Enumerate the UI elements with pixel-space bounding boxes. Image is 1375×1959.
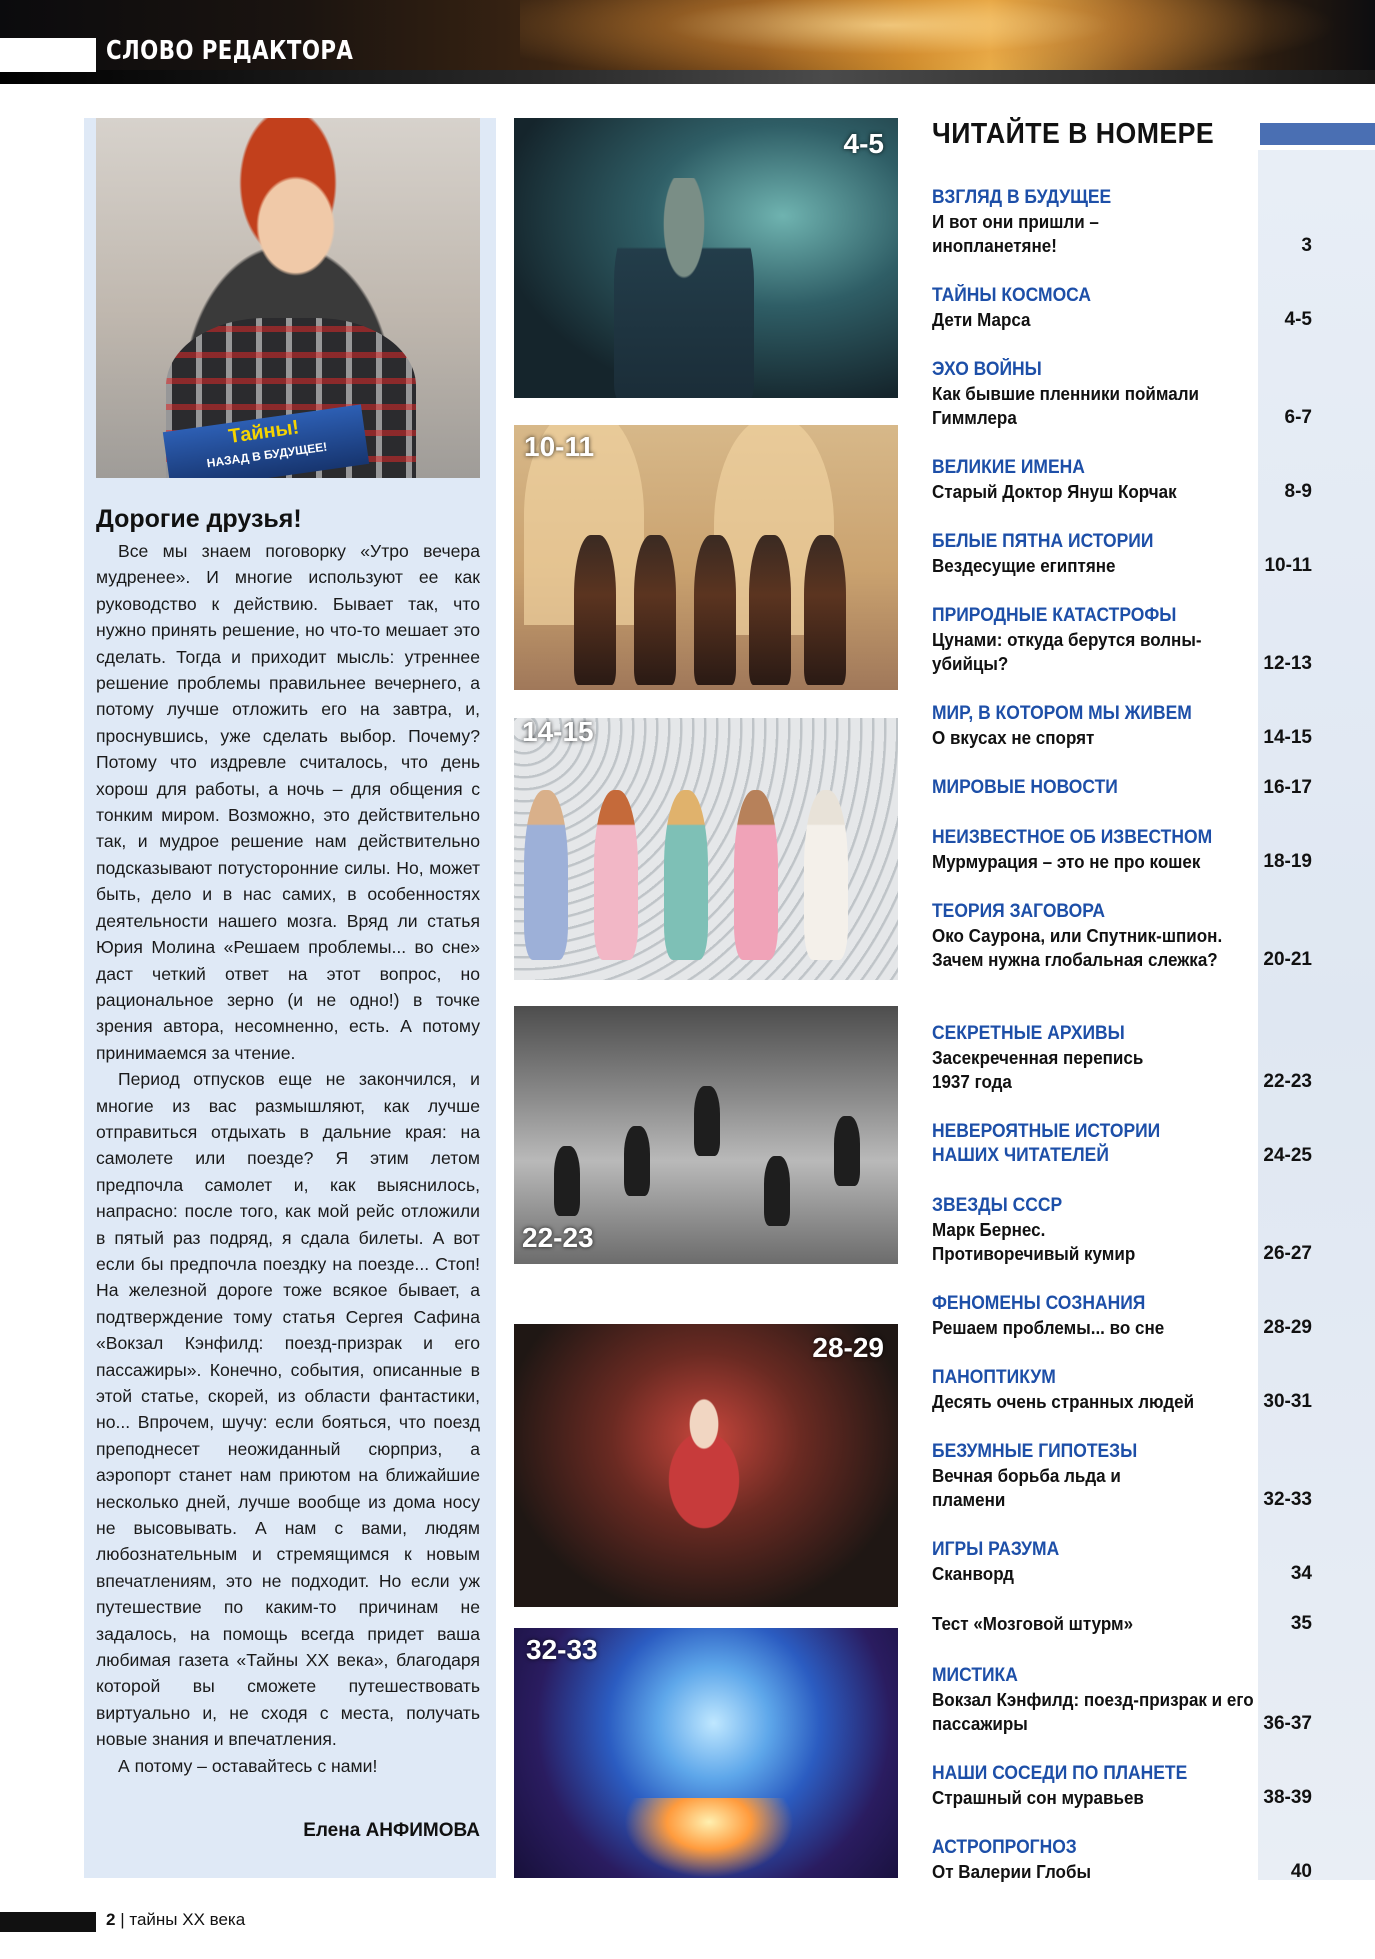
toc-page: 28-29 — [1263, 1317, 1312, 1338]
toc-entry[interactable] — [932, 1440, 1312, 1512]
header-banner — [0, 0, 1375, 84]
toc-page: 32-33 — [1263, 1489, 1312, 1510]
toc-page: 20-21 — [1263, 949, 1312, 970]
toc-page: 38-39 — [1263, 1787, 1312, 1808]
toc-section: БЕЗУМНЫЕ ГИПОТЕЗЫ — [932, 1441, 1138, 1462]
toc-article: Десять очень странных людей — [932, 1391, 1195, 1412]
toc-entry[interactable] — [932, 456, 1312, 504]
toc-entry[interactable] — [932, 1194, 1312, 1266]
toc-title: ЧИТАЙТЕ В НОМЕРЕ — [932, 118, 1215, 150]
dancer-shape — [624, 1126, 650, 1196]
toc-entry[interactable] — [932, 1120, 1312, 1168]
footer-bar — [0, 1912, 96, 1932]
toc-article: Как бывшие пленники поймали Гиммлера — [932, 383, 1199, 428]
toc-article: Вокзал Кэнфилд: поезд-призрак и его пассажиры — [932, 1689, 1254, 1734]
editorial-paragraph: А потому – оставайтесь с нами! — [118, 1755, 378, 1776]
dancer-shape — [694, 1086, 720, 1156]
toc-entry[interactable] — [932, 530, 1312, 578]
toc-page: 36-37 — [1263, 1713, 1312, 1734]
editorial-paragraph: Все мы знаем поговорку «Утро вечера мудренее». И многие используют ее как руководство к действию. Бывает так, что нужно принять решение, но что-то мешает это сделать. Тогда и приходит мысль: утреннее решение проблемы правильнее вечернего, а потому лучше отложить его на завтра, и, проснувшись, уже сделать выбор. Почему? Потому что издревле считалось, что день хорош для работы, а ночь – для общения с тонким миром. Возможно, это действительно так, и мудрое решение нам действительно подсказывают потусторонние силы. Но, может быть, дело и в нас самих, в особенностях деятельности нашего мозга. Вряд ли статья Юрия Молина «Решаем проблемы... во сне» даст четкий ответ на этот вопрос, но рациональное зерно (и не одно!) в точке зрения автора, несомненно, есть. А потому принимаемся за чтение. — [96, 541, 480, 1063]
toc-entry[interactable] — [932, 604, 1312, 676]
magazine-subtitle: НАЗАД В БУДУЩЕЕ! — [205, 439, 329, 471]
toc-entry[interactable] — [932, 702, 1312, 750]
toc-section: ТАЙНЫ КОСМОСА — [932, 285, 1091, 306]
image-cosmic-explosion[interactable] — [514, 1628, 898, 1878]
footer-separator: | — [120, 1910, 125, 1929]
toc-page: 30-31 — [1263, 1391, 1312, 1412]
doll-shape — [734, 790, 778, 960]
image-dolls[interactable] — [514, 718, 898, 980]
toc-section: МИСТИКА — [932, 1665, 1018, 1686]
toc-article: И вот они пришли – инопланетяне! — [932, 211, 1099, 256]
image-page-label: 32-33 — [526, 1634, 598, 1665]
toc-section: ФЕНОМЕНЫ СОЗНАНИЯ — [932, 1293, 1146, 1314]
publication-name: тайны XX века — [129, 1910, 246, 1929]
toc-page: 34 — [1290, 1563, 1312, 1584]
toc-section: ВЕЛИКИЕ ИМЕНА — [932, 457, 1085, 478]
toc-page: 26-27 — [1263, 1243, 1312, 1264]
toc-entry[interactable] — [932, 1366, 1312, 1414]
doll-shape — [804, 790, 848, 960]
toc-section: МИР, В КОТОРОМ МЫ ЖИВЕМ — [932, 703, 1192, 724]
toc-article: Сканворд — [932, 1563, 1014, 1584]
angel-figure — [634, 1384, 774, 1544]
toc-article: Тест «Мозговой штурм» — [932, 1613, 1134, 1634]
explosion-burst — [624, 1798, 794, 1878]
editor-signature: Елена АНФИМОВА — [303, 1820, 480, 1841]
toc-entry[interactable] — [932, 358, 1312, 430]
figure-shape — [574, 535, 616, 685]
toc-entry[interactable] — [932, 1022, 1312, 1094]
dancer-shape — [764, 1156, 790, 1226]
toc-section: ЭХО ВОЙНЫ — [932, 359, 1042, 380]
image-egyptians[interactable] — [514, 425, 898, 690]
toc-page: 35 — [1290, 1613, 1312, 1634]
figure-shape — [634, 535, 676, 685]
toc-section: СЕКРЕТНЫЕ АРХИВЫ — [932, 1023, 1125, 1044]
toc-section: ПАНОПТИКУМ — [932, 1367, 1056, 1388]
image-page-label: 14-15 — [522, 718, 594, 747]
toc-section: НЕИЗВЕСТНОЕ ОБ ИЗВЕСТНОМ — [932, 827, 1213, 848]
toc-entry[interactable] — [932, 900, 1312, 972]
image-page-label: 22-23 — [522, 1222, 594, 1253]
toc-article: Марк Бернес. Противоречивый кумир — [932, 1219, 1136, 1264]
toc-entry[interactable] — [932, 776, 1312, 800]
image-alien[interactable] — [514, 118, 898, 398]
toc-article: О вкусах не спорят — [932, 727, 1095, 748]
magazine-title: Тайны! — [227, 416, 301, 448]
toc-article: От Валерии Глобы — [932, 1861, 1092, 1882]
toc-section: ПРИРОДНЫЕ КАТАСТРОФЫ — [932, 605, 1177, 626]
page-number: 2 — [106, 1910, 116, 1929]
toc-page: 3 — [1301, 235, 1312, 256]
toc-article: Решаем проблемы... во сне — [932, 1317, 1165, 1338]
toc-article: Старый Доктор Януш Корчак — [932, 481, 1177, 502]
image-dancers[interactable] — [514, 1006, 898, 1264]
toc-section: БЕЛЫЕ ПЯТНА ИСТОРИИ — [932, 531, 1154, 552]
figure-shape — [804, 535, 846, 685]
toc-entry[interactable] — [932, 1292, 1312, 1340]
toc-page: 40 — [1290, 1861, 1312, 1882]
editorial-text — [96, 538, 480, 1779]
toc-page: 24-25 — [1263, 1145, 1312, 1166]
toc-entry[interactable] — [932, 1836, 1312, 1884]
toc-article: Вездесущие египтяне — [932, 555, 1116, 576]
toc-article: Дети Марса — [932, 309, 1031, 330]
toc-page: 6-7 — [1284, 407, 1312, 428]
toc-entry[interactable] — [932, 1538, 1312, 1586]
toc-article: Вечная борьба льда и пламени — [932, 1465, 1121, 1510]
doll-shape — [524, 790, 568, 960]
toc-section: ЗВЕЗДЫ СССР — [932, 1195, 1063, 1216]
doll-shape — [664, 790, 708, 960]
toc-entry[interactable] — [932, 284, 1312, 332]
toc-page: 18-19 — [1263, 851, 1312, 872]
editorial-paragraph: Период отпусков еще не закончился, и многие из вас размышляют, как лучше отправиться отдыхать в дальние края: на самолете или поезде? Я этим летом предпочла самолет и, как выяснилось, напрасно: после того, как мой рейс отложили в пятый раз подряд, я сдала билеты. А вот если бы предпочла поездку на поезде... Стоп! На железной дороге тоже всякое бывает, а подтверждение тому статья Сергея Сафина «Вокзал Кэнфилд: поезд-призрак и его пассажиры». Конечно, события, описанные в этой статье, скорей, из области фантастики, но... Впрочем, шучу: если бояться, что поезд преподнесет неожиданный сюрприз, а аэропорт станет нам приютом на ближайшие несколько дней, лучше вообще из дома носу не высовывать. А нам с вами, людям любознательным и стремящимся к новым впечатлениям, это не подходит. Но если уж путешествие по каким-то причинам не задалось, на помощь всегда придет ваша любимая газета «Тайны XX века», благодаря которой вы сможете путешествовать виртуально и, не сходя с места, получать новые знания и впечатления. — [96, 1069, 480, 1750]
toc-section: МИРОВЫЕ НОВОСТИ — [932, 777, 1118, 798]
toc-page: 12-13 — [1263, 653, 1312, 674]
image-dream-painting[interactable] — [514, 1324, 898, 1607]
toc-page: 10-11 — [1264, 555, 1312, 576]
toc-entry[interactable] — [932, 826, 1312, 874]
toc-accent-bar — [1260, 123, 1375, 145]
toc-article: Мурмурация – это не про кошек — [932, 851, 1201, 872]
toc-page: 14-15 — [1263, 727, 1312, 748]
toc-section: ВЗГЛЯД В БУДУЩЕЕ — [932, 187, 1112, 208]
toc-section: ТЕОРИЯ ЗАГОВОРА — [932, 901, 1105, 922]
header-tab — [0, 38, 96, 72]
editorial-greeting: Дорогие друзья! — [96, 505, 302, 533]
toc-page: 22-23 — [1263, 1071, 1312, 1092]
alien-figure — [614, 178, 754, 398]
toc-entry[interactable] — [932, 1612, 1312, 1636]
figure-shape — [749, 535, 791, 685]
dancer-shape — [554, 1146, 580, 1216]
toc-entry[interactable] — [932, 1762, 1312, 1810]
dancer-shape — [834, 1116, 860, 1186]
figure-shape — [694, 535, 736, 685]
toc-section: ИГРЫ РАЗУМА — [932, 1539, 1060, 1560]
header-stripe — [0, 70, 1375, 84]
toc-section: АСТРОПРОГНОЗ — [932, 1837, 1077, 1858]
toc-article: Цунами: откуда берутся волны-убийцы? — [932, 629, 1202, 674]
section-title: СЛОВО РЕДАКТОРА — [106, 36, 354, 66]
toc-page: 4-5 — [1284, 309, 1312, 330]
editor-photo — [96, 118, 480, 478]
toc-page: 8-9 — [1284, 481, 1312, 502]
doll-shape — [594, 790, 638, 960]
image-page-label: 10-11 — [524, 431, 595, 462]
toc-entry[interactable] — [932, 1664, 1312, 1736]
toc-article: Засекреченная перепись 1937 года — [932, 1047, 1144, 1092]
toc-section: НЕВЕРОЯТНЫЕ ИСТОРИИ НАШИХ ЧИТАТЕЛЕЙ — [932, 1121, 1161, 1166]
toc-entry[interactable] — [932, 186, 1312, 258]
toc-article: Страшный сон муравьев — [932, 1787, 1144, 1808]
toc-section: НАШИ СОСЕДИ ПО ПЛАНЕТЕ — [932, 1763, 1188, 1784]
toc-article: Око Саурона, или Спутник-шпион. Зачем нужна глобальная слежка? — [932, 925, 1223, 970]
toc-page: 16-17 — [1263, 777, 1312, 798]
image-page-label: 28-29 — [812, 1332, 884, 1363]
footer — [106, 1910, 245, 1930]
image-page-label: 4-5 — [843, 128, 884, 159]
